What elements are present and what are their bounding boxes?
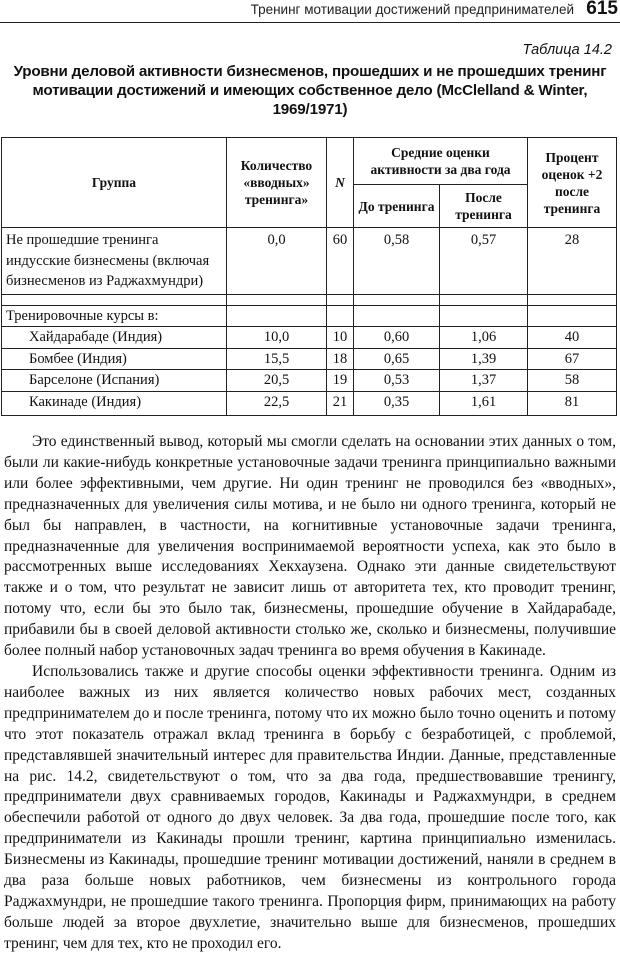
running-title: Тренинг мотивации достижений предпринимателей xyxy=(250,2,574,17)
header-mean-scores: Средние оценки активности за два года xyxy=(354,138,528,185)
cell-intro-count: 0,0 xyxy=(227,228,327,295)
paragraph: Это единственный вывод, который мы смогли сделать на основании этих данных о том, были ли какие-нибудь конкретные установочные задачи тренинга принципиально важными или более эффективными, чем другие. Ни один тренинг не проводился без «вводных», предназначенных для увеличения силы мотива, и не было ни одного тренинга, который не был бы направлен, в частности, на когнитивные установочные задачи тренинга, предназначенные для увеличения воспринимаемой вероятности успеха, как это было в рассмотренных выше исследованиях Хекхаузена. Однако эти данные свидетельствуют также и о том, что результат не зависит лишь от авторитета тех, кто проводит тренинг, потому что, если бы это было так, бизнесмены, прошедшие обучение в Хайдарабаде, прибавили бы в своей деловой активности столько же, сколько и бизнесмены, получившие более полный набор установочных задач тренинга во время обучения в Какинаде. xyxy=(4,433,616,660)
cell-percent: 40 xyxy=(528,327,617,349)
body-text xyxy=(4,432,616,955)
header-group: Группа xyxy=(2,138,227,228)
cell-n: 18 xyxy=(327,348,354,370)
cell-group: Барселоне (Испания) xyxy=(2,370,227,392)
cell-group: Бомбее (Индия) xyxy=(2,348,227,370)
cell-group: Хайдарабаде (Индия) xyxy=(2,327,227,349)
running-header xyxy=(0,0,620,23)
results-table xyxy=(1,137,617,416)
cell-n: 19 xyxy=(327,370,354,392)
table-row-control xyxy=(2,228,617,295)
table-row xyxy=(2,391,617,416)
cell-n: 60 xyxy=(327,228,354,295)
header-after: После тренинга xyxy=(440,185,528,228)
cell-after: 1,61 xyxy=(440,391,528,416)
cell-group: Какинаде (Индия) xyxy=(2,391,227,416)
cell-after: 1,06 xyxy=(440,327,528,349)
cell-percent: 67 xyxy=(528,348,617,370)
cell-before: 0,35 xyxy=(354,391,440,416)
table-label: Таблица 14.2 xyxy=(522,42,612,58)
paragraph: Использовались также и другие способы оценки эффективности тренинга. Одним из наиболее важных из них является количество новых рабочих мест, созданных предпринимателем до и после тренинга, потому что их можно было точно оценить и потому что этот показатель отражал вклад тренинга в борьбу с безработицей, с проблемой, представлявшей значительный интерес для правительства Индии. Данные, представленные на рис. 14.2, свидетельствуют о том, что за два года, предшествовавшие тренингу, предприниматели двух сравниваемых городов, Какинады и Раджахмундри, в среднем обеспечили работой от одного до двух человек. За два года, прошедшие после того, как предприниматели из Какинады прошли тренинг, картина принципиально изменилась. Бизнесмены из Какинады, прошедшие тренинг мотивации достижений, наняли в среднем в два раза больше новых работников, чем бизнесмены из контрольного города Раджахмундри, не прошедшие такого тренинга. Пропорция фирм, принимающих на работу больше людей за второе двухлетие, значительно выше для бизнесменов, прошедших тренинг, чем для тех, кто не проходил его. xyxy=(4,662,616,952)
cell-group: Не прошедшие тренинга индусские бизнесмены (включая бизнесменов из Раджахмундри) xyxy=(2,228,227,295)
table-caption: Уровни деловой активности бизнесменов, прошедших и не прошедших тренинг мотивации достижений и имеющих собственное дело (McClelland & Winter, 1969/1971) xyxy=(13,63,607,118)
cell-percent: 28 xyxy=(528,228,617,295)
page-number: 615 xyxy=(586,0,618,19)
cell-after: 1,39 xyxy=(440,348,528,370)
cell-intro-count: 20,5 xyxy=(227,370,327,392)
cell-before: 0,53 xyxy=(354,370,440,392)
cell-intro-count: 15,5 xyxy=(227,348,327,370)
cell-before: 0,58 xyxy=(354,228,440,295)
cell-after: 1,37 xyxy=(440,370,528,392)
table-row xyxy=(2,370,617,392)
cell-intro-count: 22,5 xyxy=(227,391,327,416)
cell-before: 0,65 xyxy=(354,348,440,370)
cell-n: 10 xyxy=(327,327,354,349)
table-row xyxy=(2,348,617,370)
cell-percent: 58 xyxy=(528,370,617,392)
header-percent: Процент оценок +2 после тренинга xyxy=(528,138,617,228)
table-row-courses-label xyxy=(2,305,617,327)
cell-intro-count: 10,0 xyxy=(227,327,327,349)
header-intro-count: Количество «вводных» тренинга» xyxy=(227,138,327,228)
header-n: N xyxy=(327,138,354,228)
table-spacer xyxy=(2,294,617,305)
cell-before: 0,60 xyxy=(354,327,440,349)
cell-n: 21 xyxy=(327,391,354,416)
table-row xyxy=(2,327,617,349)
header-before: До тренинга xyxy=(354,185,440,228)
cell-after: 0,57 xyxy=(440,228,528,295)
cell-percent: 81 xyxy=(528,391,617,416)
cell-courses-label: Тренировочные курсы в: xyxy=(2,305,227,327)
